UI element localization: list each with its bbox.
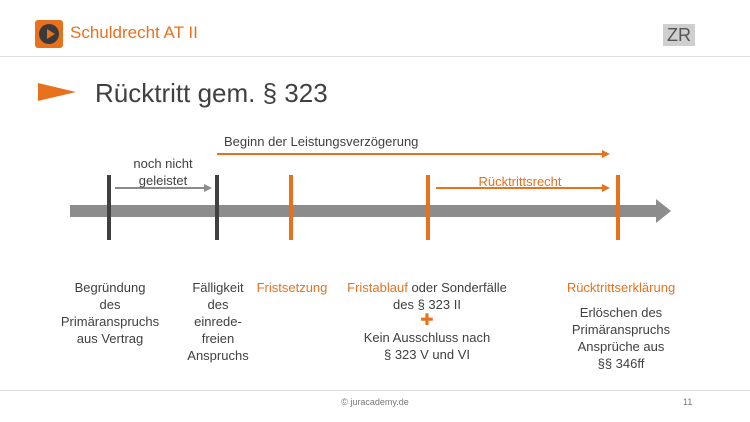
begruendung-label: Begründung des Primäranspruchs aus Vertrag bbox=[60, 280, 160, 346]
fristsetzung-label: Fristsetzung bbox=[256, 280, 328, 295]
timeline-axis-arrowhead bbox=[656, 199, 671, 223]
noch-nicht-geleistet-label: noch nicht geleistet bbox=[133, 156, 193, 188]
marker-fristsetzung bbox=[289, 175, 293, 240]
course-title: Schuldrecht AT II bbox=[70, 23, 198, 42]
zr-badge: ZR bbox=[663, 24, 695, 46]
fristablauf-label: Fristablauf oder Sonderfälle des § 323 II ✚ Kein Ausschluss nach § 323 V und VI bbox=[342, 279, 512, 363]
page-number: 11 bbox=[683, 397, 693, 407]
leistungsverzoegerung-arrowhead bbox=[602, 150, 610, 158]
marker-begruendung bbox=[107, 175, 111, 240]
slide-title: Rücktritt gem. § 323 bbox=[95, 78, 328, 108]
plus-icon: ✚ bbox=[420, 312, 434, 329]
fristablauf-term: Fristablauf bbox=[347, 280, 408, 295]
ruecktrittsrecht-label: Rücktrittsrecht bbox=[478, 174, 562, 189]
marker-faelligkeit bbox=[215, 175, 219, 240]
timeline-axis bbox=[70, 205, 658, 217]
ruecktrittserklaerung-label: Rücktrittserklärung bbox=[566, 280, 676, 295]
marker-ruecktrittserklaerung bbox=[616, 175, 620, 240]
ruecktrittserklaerung-effects: Erlöschen des Primäranspruchs Ansprüche aus §§ 346ff bbox=[571, 305, 671, 371]
marker-fristablauf bbox=[426, 175, 430, 240]
faelligkeit-label: Fälligkeit des einrede- freien Anspruchs bbox=[187, 280, 249, 363]
ruecktrittsrecht-arrowhead bbox=[602, 184, 610, 192]
copyright-text: © juracademy.de bbox=[341, 397, 409, 407]
footer-divider bbox=[0, 390, 750, 391]
leistungsverzoegerung-label: Beginn der Leistungsverzögerung bbox=[224, 134, 419, 149]
